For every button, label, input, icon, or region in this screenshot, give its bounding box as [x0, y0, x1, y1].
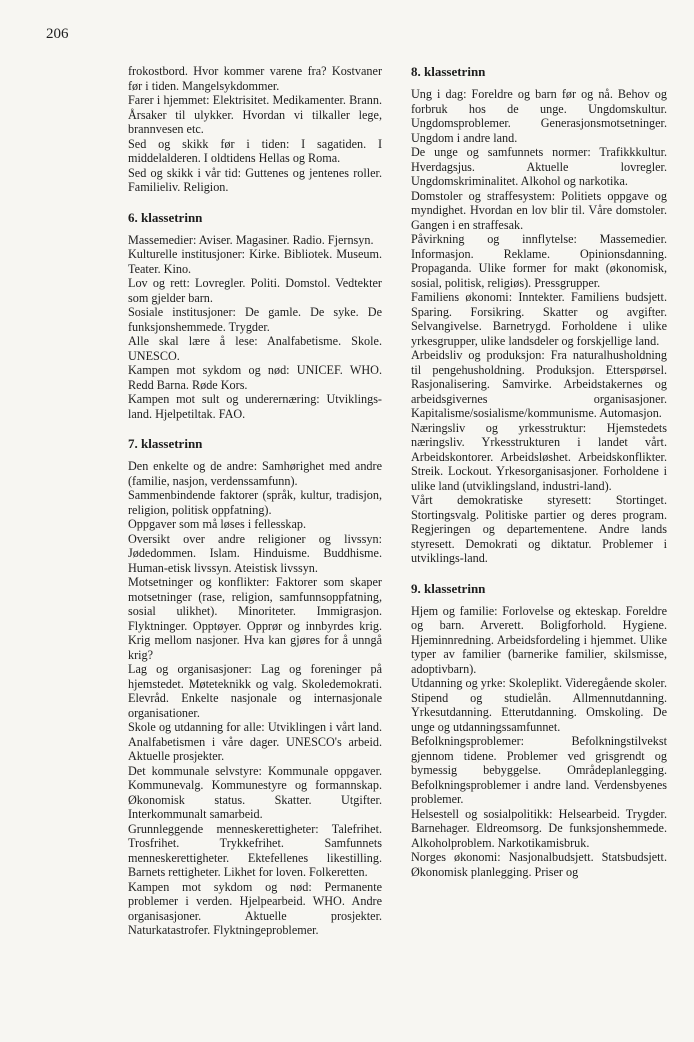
paragraph: Kampen mot sykdom og nød: UNICEF. WHO. Redd Barna. Røde Kors.: [128, 363, 382, 392]
section-heading: 7. klassetrinn: [128, 436, 203, 451]
paragraph: Kampen mot sult og underernæring: Utviklings-land. Hjelpetiltak. FAO.: [128, 392, 382, 421]
left-column: [128, 64, 382, 953]
paragraph: Grunnleggende menneskerettigheter: Talefrihet. Trosfrihet. Trykkefrihet. Samfunnets menneskerettigheter. Ektefellenes likestilling. Barnets rettigheter. Likhet for loven. Folkeretten.: [128, 821, 382, 879]
section: [128, 64, 382, 195]
paragraph: Lov og rett: Lovregler. Politi. Domstol. Vedtekter som gjelder barn.: [128, 276, 382, 305]
paragraph: Kulturelle institusjoner: Kirke. Bibliotek. Museum. Teater. Kino.: [128, 247, 382, 276]
paragraph: Sosiale institusjoner: De gamle. De syke. De funksjonshemmede. Trygder.: [128, 305, 382, 334]
paragraph: Familiens økonomi: Inntekter. Familiens budsjett. Sparing. Forsikring. Skatter og avgifter. Selvangivelse. Barnetrygd. Forholdene i ulike yrkesgrupper, ulike landsdeler og forskjellige land.: [411, 290, 667, 348]
section: [128, 210, 382, 422]
paragraph: Næringsliv og yrkesstruktur: Hjemstedets næringsliv. Yrkesstrukturen i landet vårt. Arbeidskontorer. Arbeidsløshet. Arbeidskonflikter. Streik. Lockout. Yrkesorganisasjoner. Forholdene i ulike land (utviklingsland, industri-land).: [411, 420, 667, 493]
paragraph: Massemedier: Aviser. Magasiner. Radio. Fjernsyn.: [128, 232, 374, 247]
paragraph: Alle skal lære å lese: Analfabetisme. Skole. UNESCO.: [128, 334, 382, 363]
paragraph: Arbeidsliv og produksjon: Fra naturalhusholdning til pengehusholdning. Produksjon. Etterspørsel. Rasjonalisering. Samvirke. Arbeidstakernes og arbeidsgivernes organisasjoner. Kapitalisme/sosialisme/kommunisme. Automasjon.: [411, 348, 667, 420]
paragraph: Lag og organisasjoner: Lag og foreninger på hjemstedet. Møteteknikk og valg. Skoledemokrati. Elevråd. Enkelte nasjonale og internasjonale organisationer.: [128, 662, 382, 720]
page-number: 206: [46, 26, 69, 42]
section: [128, 436, 382, 938]
paragraph: Den enkelte og de andre: Samhørighet med andre (familie, nasjon, verdenssamfunn).: [128, 459, 382, 488]
paragraph: Befolkningsproblemer: Befolkningstilvekst gjennom tidene. Problemer ved grisgrendt og bymessig bebyggelse. Områdeplanlegging. Befolkningsproblemer i andre land. Verdensbyenes problemer.: [411, 734, 667, 806]
paragraph: Domstoler og straffesystem: Politiets oppgave og myndighet. Hvordan en lov blir til. Våre domstoler. Gangen i en straffesak.: [411, 188, 667, 232]
paragraph: Motsetninger og konflikter: Faktorer som skaper motsetninger (rase, religion, samfunnsoppfatning, sosial ulikhet). Minoriteter. Immigrasjon. Flyktninger. Opptøyer. Opprør og innbyrdes krig. Krig mellom nasjoner. Hva kan gjøres for å unngå krig?: [128, 575, 382, 662]
paragraph: frokostbord. Hvor kommer varene fra? Kostvaner før i tiden. Mangelsykdommer.: [128, 64, 382, 93]
paragraph: Kampen mot sykdom og nød: Permanente problemer i verden. Hjelpearbeid. WHO. Andre organisasjoner. Aktuelle prosjekter. Naturkatastrofer. Flyktningeproblemer.: [128, 879, 382, 937]
section: [411, 581, 667, 880]
section-heading: 9. klassetrinn: [411, 580, 486, 596]
section: [411, 64, 667, 566]
paragraph: Norges økonomi: Nasjonalbudsjett. Statsbudsjett. Økonomisk planlegging. Priser og: [411, 850, 667, 879]
paragraph: Hjem og familie: Forlovelse og ekteskap. Foreldre og barn. Arverett. Boligforhold. Hygiene. Hjeminnredning. Arbeidsfordeling i hjemmet. Ulike typer av familier (barnerike familier, skilsmisse, adoptivbarn).: [411, 603, 667, 676]
paragraph: Ung i dag: Foreldre og barn før og nå. Behov og forbruk hos de unge. Ungdomskultur. Ungdomsproblemer. Generasjonsmotsetninger. Ungdom i andre land.: [411, 87, 667, 145]
paragraph: Påvirkning og innflytelse: Massemedier. Informasjon. Reklame. Opinionsdanning. Propaganda. Ulike former for makt (økonomisk, sosial, politisk, religiøs). Pressgrupper.: [411, 232, 667, 290]
paragraph: Utdanning og yrke: Skoleplikt. Videregående skoler. Stipend og studielån. Allmennutdanning. Yrkesutdanning. Etterutdanning. Omskoling. De unge og utdanningssamfunnet.: [411, 676, 667, 734]
section-heading: 6. klassetrinn: [128, 209, 203, 225]
paragraph: Sed og skikk i vår tid: Guttenes og jentenes roller. Familieliv. Religion.: [128, 165, 382, 194]
paragraph: Sammenbindende faktorer (språk, kultur, tradisjon, religion, politisk oppfatning).: [128, 488, 382, 517]
paragraph: Skole og utdanning for alle: Utviklingen i vårt land. Analfabetismen i våre dager. UNESCO's arbeid. Aktuelle prosjekter.: [128, 720, 382, 763]
paragraph: De unge og samfunnets normer: Trafikkkultur. Hverdagsjus. Aktuelle lovregler. Ungdomskriminalitet. Alkohol og narkotika.: [411, 145, 667, 188]
paragraph: Oppgaver som må løses i fellesskap.: [128, 517, 307, 531]
paragraph: Vårt demokratiske styresett: Stortinget. Stortingsvalg. Politiske partier og deres program. Regjeringen og departementene. Andre lands styresett. Demokrati og diktatur. Problemer i utviklings-land.: [411, 493, 667, 565]
section-heading: 8. klassetrinn: [411, 64, 486, 79]
paragraph: Helsestell og sosialpolitikk: Helsearbeid. Trygder. Barnehager. Eldreomsorg. De funksjonshemmede. Alkoholproblem. Narkotikamisbruk.: [411, 806, 667, 850]
paragraph: Sed og skikk før i tiden: I sagatiden. I middelalderen. I oldtidens Hellas og Roma.: [128, 136, 382, 165]
paragraph: Oversikt over andre religioner og livssyn: Jødedommen. Islam. Hinduisme. Buddhisme. Human-etisk livssyn. Ateistisk livssyn.: [128, 531, 382, 575]
paragraph: Det kommunale selvstyre: Kommunale oppgaver. Kommunevalg. Kommunestyre og formannskap. Økonomisk status. Skatter. Utgifter. Interkommunalt samarbeid.: [128, 763, 382, 821]
right-column: [411, 64, 667, 894]
paragraph: Farer i hjemmet: Elektrisitet. Medikamenter. Brann. Årsaker til ulykker. Hvordan vi tilkaller lege, brannvesen etc.: [128, 93, 382, 136]
